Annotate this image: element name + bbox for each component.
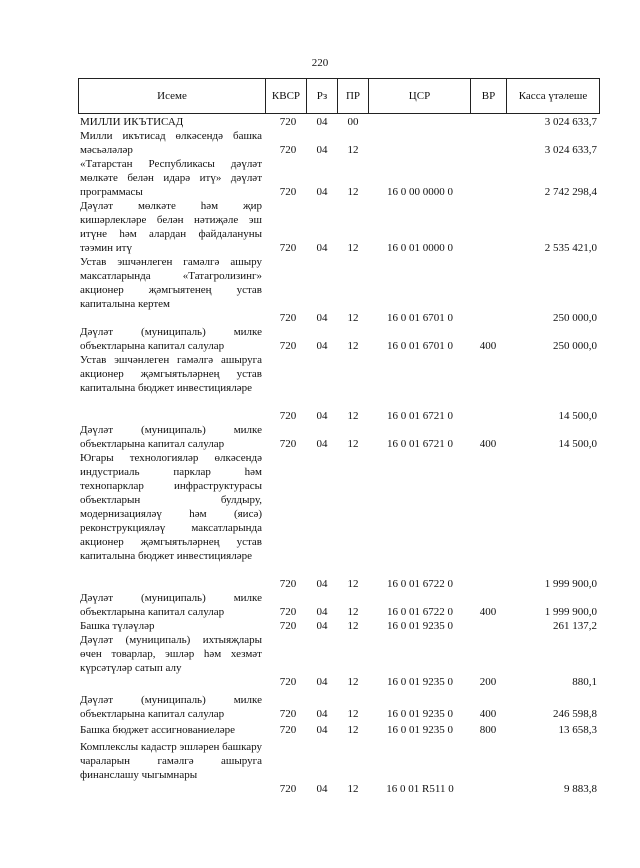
- row-kvsr: 720: [279, 606, 297, 618]
- table-row: [0, 591, 640, 619]
- table-row: [0, 693, 640, 721]
- row-rz: 04: [316, 242, 328, 254]
- row-name: Дәүләт мөлкәте һәм җир кишәрлекләре белән нәтиҗәле эш итүне һәм алардан файдалануны тәэмин итү: [80, 200, 262, 254]
- header-csr: ЦСР: [368, 78, 471, 114]
- row-amount: 2 535 421,0: [544, 242, 597, 254]
- row-rz: 04: [316, 606, 328, 618]
- row-pr: 12: [347, 606, 359, 618]
- row-csr: 16 0 01 6701 0: [387, 312, 453, 324]
- row-vr: 400: [479, 438, 497, 450]
- row-pr: 12: [347, 186, 359, 198]
- row-rz: 04: [316, 783, 328, 795]
- row-name: Башка түләүләр: [80, 620, 155, 632]
- row-name: Устав эшчәнлеген гамәлгә ашыруга акционер җәмгыятьләрнең устав капиталына бюджет инвестицияләре: [80, 354, 262, 394]
- row-kvsr: 720: [279, 144, 297, 156]
- row-vr: 200: [479, 676, 497, 688]
- table-row: [0, 633, 640, 689]
- row-kvsr: 720: [279, 438, 297, 450]
- row-rz: 04: [316, 116, 328, 128]
- row-pr: 12: [347, 783, 359, 795]
- row-csr: 16 0 01 9235 0: [387, 724, 453, 736]
- row-rz: 04: [316, 578, 328, 590]
- row-pr: 12: [347, 438, 359, 450]
- header-kvsr: КВСР: [265, 78, 307, 114]
- row-name: «Татарстан Республикасы дәүләт мөлкәте белән идарә итү» дәүләт программасы: [80, 158, 262, 198]
- row-kvsr: 720: [279, 340, 297, 352]
- row-pr: 12: [347, 242, 359, 254]
- row-amount: 1 999 900,0: [544, 578, 597, 590]
- row-csr: 16 0 01 9235 0: [387, 676, 453, 688]
- row-kvsr: 720: [279, 116, 297, 128]
- row-kvsr: 720: [279, 708, 297, 720]
- row-pr: 12: [347, 340, 359, 352]
- header-name: Исеме: [78, 78, 266, 114]
- row-pr: 12: [347, 312, 359, 324]
- row-amount: 14 500,0: [558, 438, 597, 450]
- row-rz: 04: [316, 186, 328, 198]
- row-rz: 04: [316, 724, 328, 736]
- row-vr: 400: [479, 340, 497, 352]
- row-amount: 246 598,8: [553, 708, 597, 720]
- row-kvsr: 720: [279, 186, 297, 198]
- row-pr: 12: [347, 708, 359, 720]
- row-pr: 12: [347, 620, 359, 632]
- row-csr: 16 0 01 9235 0: [387, 708, 453, 720]
- row-name: Дәүләт (муниципаль) милке объектларына капитал салулар: [80, 592, 262, 618]
- row-csr: 16 0 01 6721 0: [387, 438, 453, 450]
- row-vr: 400: [479, 708, 497, 720]
- row-csr: 16 0 01 6701 0: [387, 340, 453, 352]
- table-row: [0, 115, 640, 129]
- row-kvsr: 720: [279, 242, 297, 254]
- row-amount: 13 658,3: [558, 724, 597, 736]
- table-row: [0, 129, 640, 157]
- row-vr: 400: [479, 606, 497, 618]
- row-pr: 00: [347, 116, 359, 128]
- row-name: Устав эшчәнлеген гамәлгә ашыру максатларында «Татагролизинг» акционер җәмгыятенең устав капиталына кертем: [80, 256, 262, 310]
- row-amount: 14 500,0: [558, 410, 597, 422]
- row-kvsr: 720: [279, 676, 297, 688]
- row-kvsr: 720: [279, 724, 297, 736]
- row-rz: 04: [316, 438, 328, 450]
- row-csr: 16 0 01 0000 0: [387, 242, 453, 254]
- row-csr: 16 0 00 0000 0: [387, 186, 453, 198]
- row-pr: 12: [347, 676, 359, 688]
- row-amount: 3 024 633,7: [544, 116, 597, 128]
- row-name: МИЛЛИ ИКЪТИСАД: [80, 116, 184, 128]
- table-row: [0, 451, 640, 591]
- table-row: [0, 353, 640, 423]
- row-name: Дәүләт (муниципаль) ихтыяҗлары өчен товарлар, эшләр һәм хезмәт күрсәтүләр сатып алу: [80, 634, 262, 674]
- row-kvsr: 720: [279, 620, 297, 632]
- row-pr: 12: [347, 578, 359, 590]
- header-vr: ВР: [470, 78, 507, 114]
- row-amount: 250 000,0: [553, 340, 597, 352]
- row-name: Дәүләт (муниципаль) милке объектларына капитал салулар: [80, 694, 262, 720]
- row-csr: 16 0 01 9235 0: [387, 620, 453, 632]
- row-amount: 250 000,0: [553, 312, 597, 324]
- row-name: Югары технологияләр өлкәсендә индустриаль парклар һәм технопарклар инфраструктурасы объектларын булдыру, модернизацияләү һәм (яисә) реконструкцияләү максатларында акционер җәмгыятьләрнең устав капиталына бюджет инвестицияләре: [80, 452, 262, 562]
- row-name: Милли икътисад өлкәсендә башка мәсьәләләр: [80, 130, 262, 156]
- row-rz: 04: [316, 340, 328, 352]
- row-amount: 1 999 900,0: [544, 606, 597, 618]
- row-rz: 04: [316, 676, 328, 688]
- row-rz: 04: [316, 144, 328, 156]
- row-amount: 9 883,8: [564, 783, 597, 795]
- row-amount: 261 137,2: [553, 620, 597, 632]
- row-rz: 04: [316, 620, 328, 632]
- row-rz: 04: [316, 312, 328, 324]
- table-row: [0, 740, 640, 796]
- row-amount: 2 742 298,4: [544, 186, 597, 198]
- row-csr: 16 0 01 6721 0: [387, 410, 453, 422]
- row-csr: 16 0 01 R511 0: [386, 783, 454, 795]
- table-row: [0, 255, 640, 325]
- table-row: [0, 325, 640, 353]
- row-rz: 04: [316, 708, 328, 720]
- row-rz: 04: [316, 410, 328, 422]
- row-kvsr: 720: [279, 410, 297, 422]
- row-amount: 3 024 633,7: [544, 144, 597, 156]
- row-name: Башка бюджет ассигнованиеләре: [80, 724, 235, 736]
- row-name: Комплекслы кадастр эшләрен башкару чараларын гамәлгә ашыруга финанслашу чыгымнары: [80, 741, 262, 781]
- page-number: 220: [311, 57, 329, 69]
- row-csr: 16 0 01 6722 0: [387, 606, 453, 618]
- row-kvsr: 720: [279, 783, 297, 795]
- row-name: Дәүләт (муниципаль) милке объектларына капитал салулар: [80, 326, 262, 352]
- table-row: [0, 619, 640, 633]
- row-amount: 880,1: [572, 676, 597, 688]
- row-vr: 800: [479, 724, 497, 736]
- table-row: [0, 199, 640, 255]
- table-row: [0, 157, 640, 199]
- row-kvsr: 720: [279, 312, 297, 324]
- header-pr: ПР: [337, 78, 369, 114]
- row-pr: 12: [347, 724, 359, 736]
- header-rz: Рз: [306, 78, 338, 114]
- table-row: [0, 423, 640, 451]
- row-kvsr: 720: [279, 578, 297, 590]
- table-row: [0, 723, 640, 737]
- row-name: Дәүләт (муниципаль) милке объектларына капитал салулар: [80, 424, 262, 450]
- row-csr: 16 0 01 6722 0: [387, 578, 453, 590]
- header-amount: Касса үтәлеше: [506, 78, 600, 114]
- row-pr: 12: [347, 144, 359, 156]
- row-pr: 12: [347, 410, 359, 422]
